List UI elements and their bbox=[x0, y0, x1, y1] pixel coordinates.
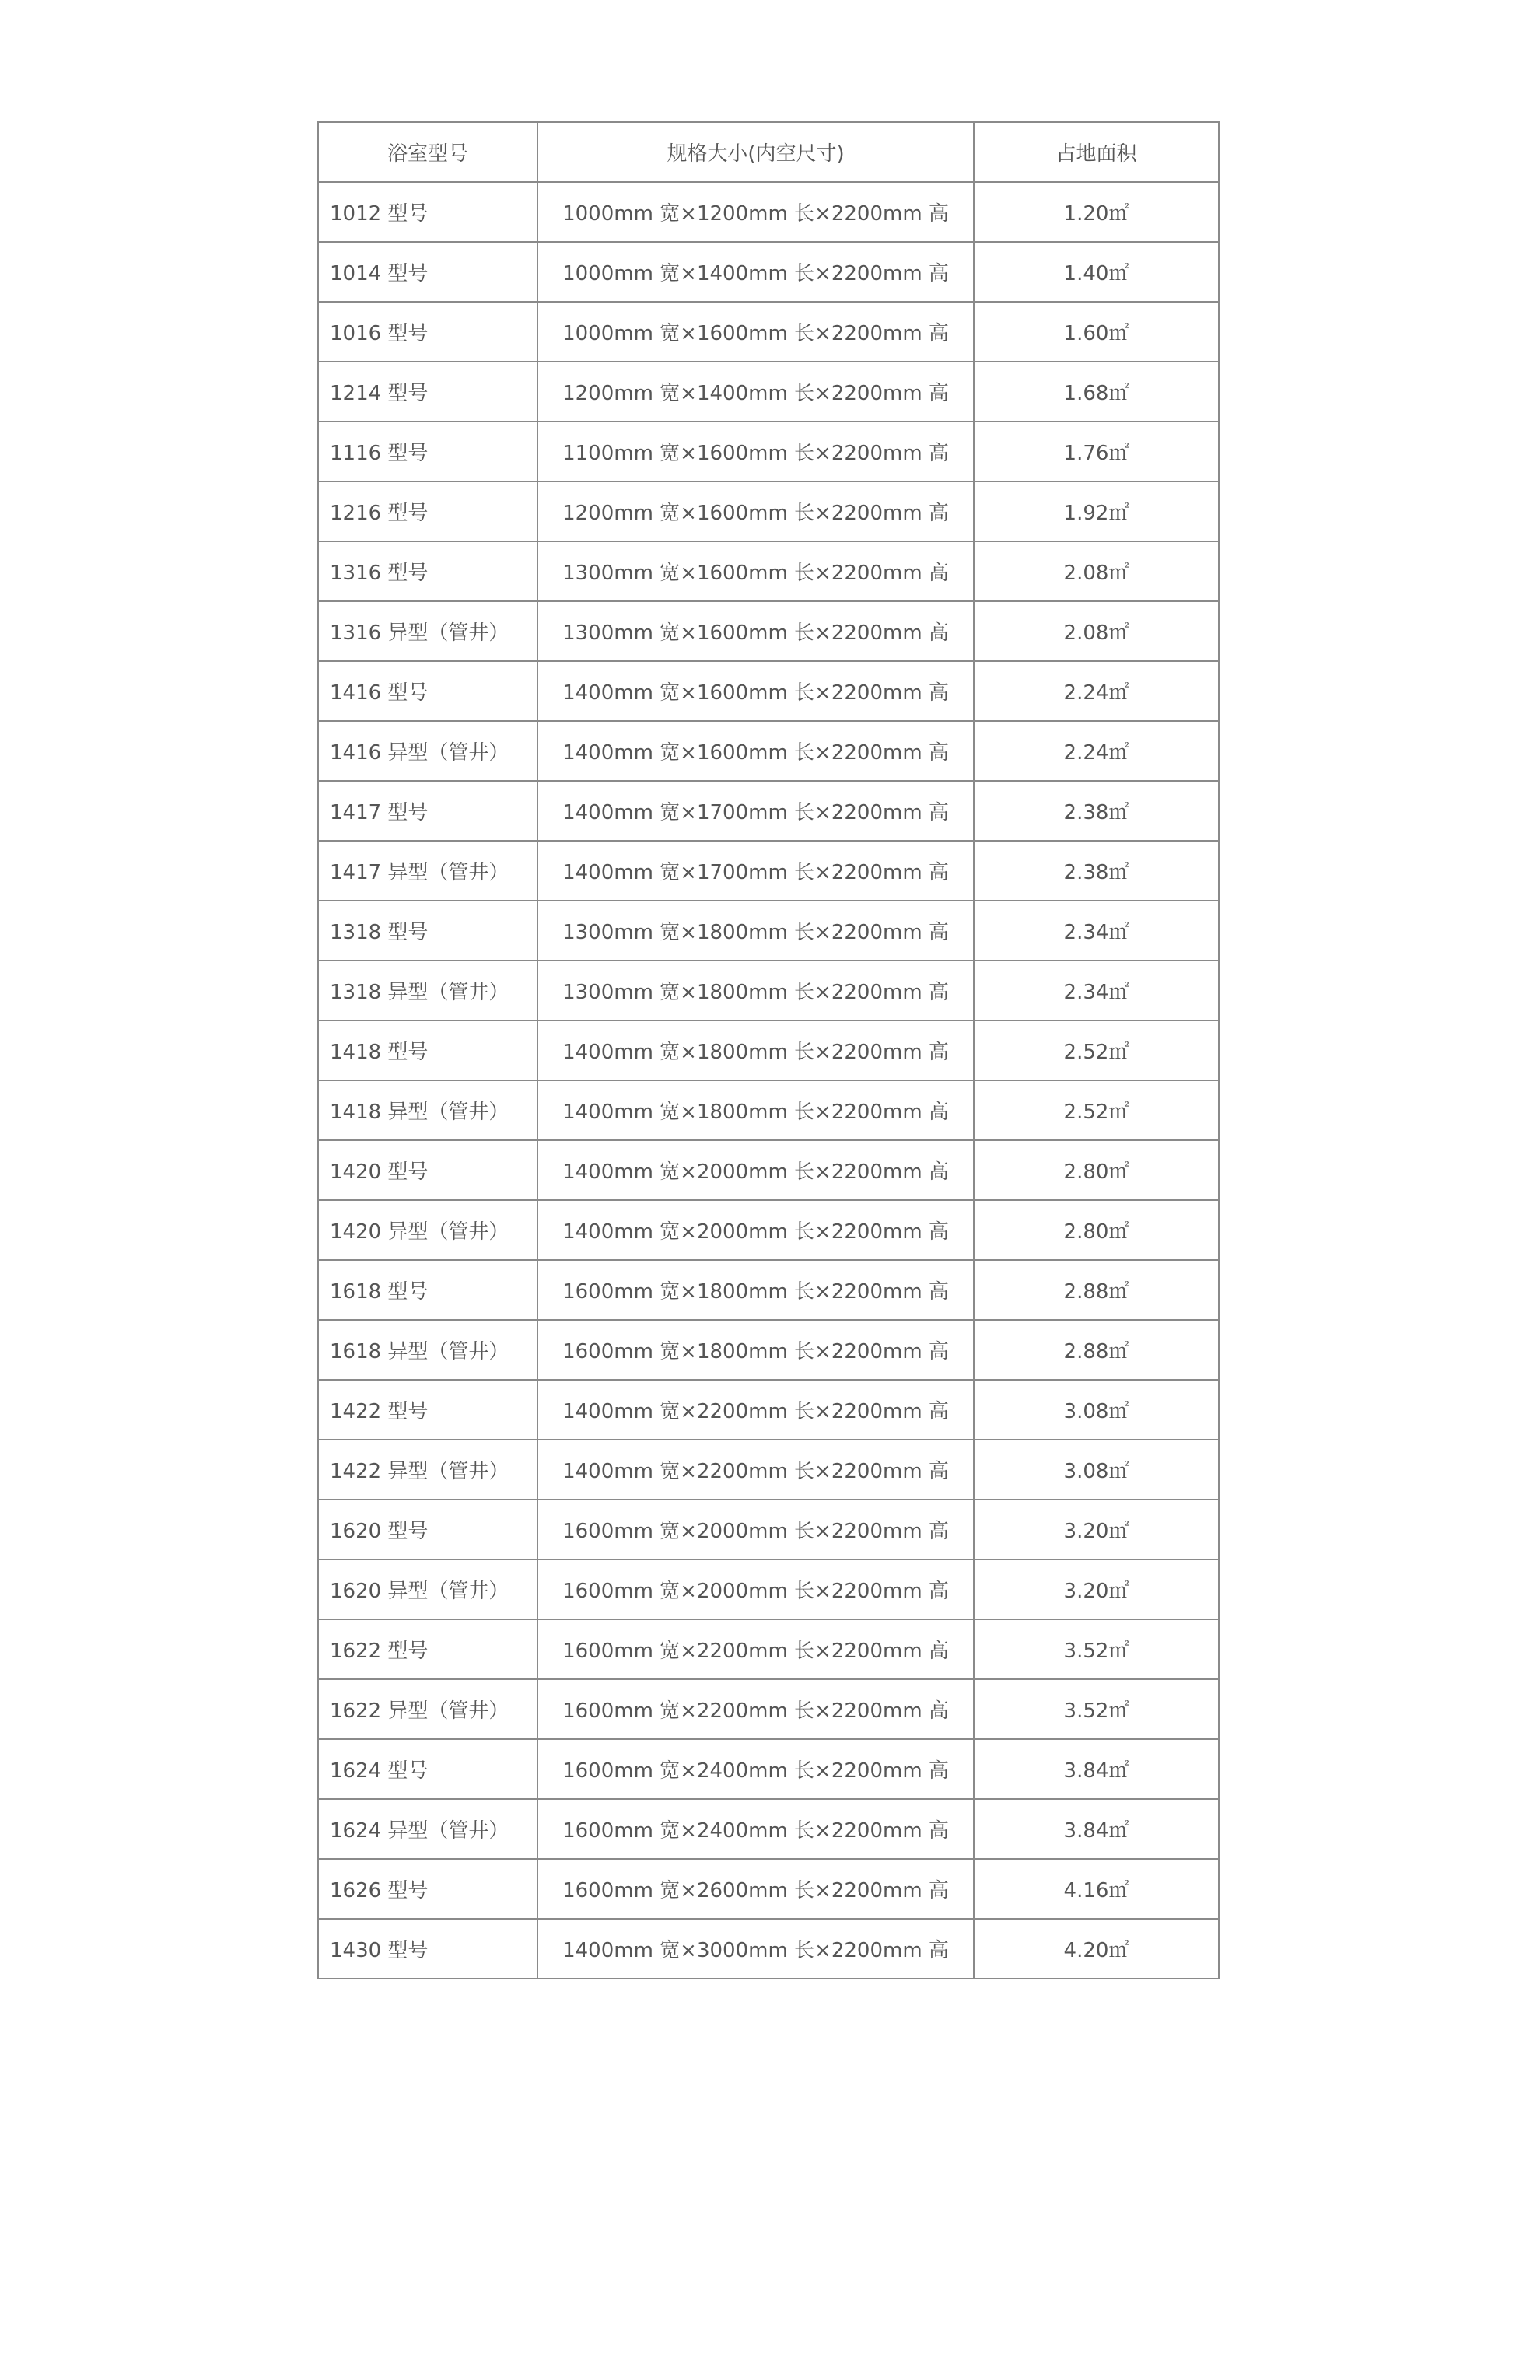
cell-area: 1.60㎡ bbox=[974, 302, 1219, 362]
table-row bbox=[318, 1080, 1219, 1140]
cell-model: 1418 型号 bbox=[318, 1020, 537, 1080]
table-row bbox=[318, 481, 1219, 541]
table-row bbox=[318, 1500, 1219, 1559]
table-row bbox=[318, 661, 1219, 721]
cell-model: 1430 型号 bbox=[318, 1919, 537, 1979]
header-area: 占地面积 bbox=[974, 122, 1219, 182]
table-row bbox=[318, 1200, 1219, 1260]
cell-area: 1.76㎡ bbox=[974, 422, 1219, 481]
cell-area: 2.34㎡ bbox=[974, 961, 1219, 1020]
cell-model: 1318 型号 bbox=[318, 901, 537, 961]
cell-area: 1.68㎡ bbox=[974, 362, 1219, 422]
cell-model: 1422 型号 bbox=[318, 1380, 537, 1440]
cell-model: 1618 型号 bbox=[318, 1260, 537, 1320]
cell-model: 1416 型号 bbox=[318, 661, 537, 721]
cell-area: 1.92㎡ bbox=[974, 481, 1219, 541]
cell-spec: 1600mm 宽×2000mm 长×2200mm 高 bbox=[537, 1559, 974, 1619]
cell-area: 2.34㎡ bbox=[974, 901, 1219, 961]
cell-spec: 1600mm 宽×2200mm 长×2200mm 高 bbox=[537, 1619, 974, 1679]
cell-spec: 1400mm 宽×1600mm 长×2200mm 高 bbox=[537, 661, 974, 721]
cell-spec: 1400mm 宽×1800mm 长×2200mm 高 bbox=[537, 1080, 974, 1140]
table-row bbox=[318, 1440, 1219, 1500]
table-row bbox=[318, 1320, 1219, 1380]
cell-area: 3.84㎡ bbox=[974, 1739, 1219, 1799]
table-row bbox=[318, 1919, 1219, 1979]
cell-spec: 1400mm 宽×1600mm 长×2200mm 高 bbox=[537, 721, 974, 781]
cell-area: 2.38㎡ bbox=[974, 781, 1219, 841]
cell-area: 2.52㎡ bbox=[974, 1080, 1219, 1140]
cell-model: 1618 异型（管井） bbox=[318, 1320, 537, 1380]
cell-area: 3.52㎡ bbox=[974, 1679, 1219, 1739]
cell-model: 1418 异型（管井） bbox=[318, 1080, 537, 1140]
table-row bbox=[318, 901, 1219, 961]
cell-model: 1417 型号 bbox=[318, 781, 537, 841]
table-row bbox=[318, 721, 1219, 781]
cell-area: 2.38㎡ bbox=[974, 841, 1219, 901]
table-row bbox=[318, 1619, 1219, 1679]
cell-spec: 1400mm 宽×3000mm 长×2200mm 高 bbox=[537, 1919, 974, 1979]
cell-area: 2.08㎡ bbox=[974, 601, 1219, 661]
cell-model: 1626 型号 bbox=[318, 1859, 537, 1919]
cell-spec: 1200mm 宽×1400mm 长×2200mm 高 bbox=[537, 362, 974, 422]
cell-spec: 1300mm 宽×1600mm 长×2200mm 高 bbox=[537, 601, 974, 661]
table-row bbox=[318, 182, 1219, 242]
table-row bbox=[318, 1559, 1219, 1619]
cell-model: 1016 型号 bbox=[318, 302, 537, 362]
cell-spec: 1400mm 宽×2000mm 长×2200mm 高 bbox=[537, 1140, 974, 1200]
table-row bbox=[318, 362, 1219, 422]
cell-area: 3.20㎡ bbox=[974, 1559, 1219, 1619]
cell-spec: 1600mm 宽×2000mm 长×2200mm 高 bbox=[537, 1500, 974, 1559]
cell-area: 2.88㎡ bbox=[974, 1260, 1219, 1320]
table-row bbox=[318, 601, 1219, 661]
table-row bbox=[318, 242, 1219, 302]
cell-area: 3.52㎡ bbox=[974, 1619, 1219, 1679]
table-row bbox=[318, 781, 1219, 841]
cell-spec: 1400mm 宽×1700mm 长×2200mm 高 bbox=[537, 781, 974, 841]
bathroom-spec-table bbox=[317, 121, 1220, 1979]
cell-model: 1216 型号 bbox=[318, 481, 537, 541]
table-row bbox=[318, 1799, 1219, 1859]
cell-model: 1214 型号 bbox=[318, 362, 537, 422]
table-row bbox=[318, 422, 1219, 481]
cell-area: 1.40㎡ bbox=[974, 242, 1219, 302]
cell-area: 2.24㎡ bbox=[974, 661, 1219, 721]
cell-model: 1316 异型（管井） bbox=[318, 601, 537, 661]
cell-model: 1416 异型（管井） bbox=[318, 721, 537, 781]
table-row bbox=[318, 841, 1219, 901]
cell-model: 1318 异型（管井） bbox=[318, 961, 537, 1020]
cell-spec: 1400mm 宽×2200mm 长×2200mm 高 bbox=[537, 1380, 974, 1440]
cell-spec: 1400mm 宽×1800mm 长×2200mm 高 bbox=[537, 1020, 974, 1080]
cell-area: 4.20㎡ bbox=[974, 1919, 1219, 1979]
cell-model: 1624 型号 bbox=[318, 1739, 537, 1799]
cell-spec: 1300mm 宽×1800mm 长×2200mm 高 bbox=[537, 961, 974, 1020]
cell-area: 3.08㎡ bbox=[974, 1440, 1219, 1500]
cell-spec: 1300mm 宽×1800mm 长×2200mm 高 bbox=[537, 901, 974, 961]
cell-model: 1620 异型（管井） bbox=[318, 1559, 537, 1619]
cell-spec: 1000mm 宽×1200mm 长×2200mm 高 bbox=[537, 182, 974, 242]
table-row bbox=[318, 1260, 1219, 1320]
cell-area: 2.08㎡ bbox=[974, 541, 1219, 601]
cell-spec: 1600mm 宽×2400mm 长×2200mm 高 bbox=[537, 1739, 974, 1799]
cell-model: 1116 型号 bbox=[318, 422, 537, 481]
cell-model: 1014 型号 bbox=[318, 242, 537, 302]
cell-model: 1624 异型（管井） bbox=[318, 1799, 537, 1859]
table-row bbox=[318, 1679, 1219, 1739]
cell-area: 1.20㎡ bbox=[974, 182, 1219, 242]
cell-spec: 1000mm 宽×1600mm 长×2200mm 高 bbox=[537, 302, 974, 362]
cell-spec: 1600mm 宽×2200mm 长×2200mm 高 bbox=[537, 1679, 974, 1739]
cell-spec: 1600mm 宽×2600mm 长×2200mm 高 bbox=[537, 1859, 974, 1919]
cell-spec: 1400mm 宽×2200mm 长×2200mm 高 bbox=[537, 1440, 974, 1500]
table-row bbox=[318, 541, 1219, 601]
cell-spec: 1200mm 宽×1600mm 长×2200mm 高 bbox=[537, 481, 974, 541]
cell-area: 2.80㎡ bbox=[974, 1200, 1219, 1260]
cell-spec: 1400mm 宽×1700mm 长×2200mm 高 bbox=[537, 841, 974, 901]
table-row bbox=[318, 1859, 1219, 1919]
cell-spec: 1100mm 宽×1600mm 长×2200mm 高 bbox=[537, 422, 974, 481]
cell-model: 1422 异型（管井） bbox=[318, 1440, 537, 1500]
cell-spec: 1600mm 宽×2400mm 长×2200mm 高 bbox=[537, 1799, 974, 1859]
cell-area: 3.84㎡ bbox=[974, 1799, 1219, 1859]
cell-model: 1420 型号 bbox=[318, 1140, 537, 1200]
table-row bbox=[318, 1739, 1219, 1799]
cell-area: 2.52㎡ bbox=[974, 1020, 1219, 1080]
table-row bbox=[318, 302, 1219, 362]
cell-area: 3.08㎡ bbox=[974, 1380, 1219, 1440]
table-body bbox=[318, 182, 1219, 1979]
cell-model: 1420 异型（管井） bbox=[318, 1200, 537, 1260]
cell-model: 1622 型号 bbox=[318, 1619, 537, 1679]
cell-area: 2.80㎡ bbox=[974, 1140, 1219, 1200]
header-spec: 规格大小(内空尺寸) bbox=[537, 122, 974, 182]
table-header bbox=[318, 122, 1219, 182]
cell-spec: 1600mm 宽×1800mm 长×2200mm 高 bbox=[537, 1320, 974, 1380]
cell-model: 1012 型号 bbox=[318, 182, 537, 242]
table-row bbox=[318, 1140, 1219, 1200]
cell-spec: 1600mm 宽×1800mm 长×2200mm 高 bbox=[537, 1260, 974, 1320]
cell-area: 4.16㎡ bbox=[974, 1859, 1219, 1919]
header-model: 浴室型号 bbox=[318, 122, 537, 182]
cell-spec: 1000mm 宽×1400mm 长×2200mm 高 bbox=[537, 242, 974, 302]
cell-model: 1316 型号 bbox=[318, 541, 537, 601]
table-row bbox=[318, 1020, 1219, 1080]
table-row bbox=[318, 961, 1219, 1020]
cell-model: 1620 型号 bbox=[318, 1500, 537, 1559]
cell-area: 2.24㎡ bbox=[974, 721, 1219, 781]
cell-area: 3.20㎡ bbox=[974, 1500, 1219, 1559]
header-row bbox=[318, 122, 1219, 182]
cell-spec: 1300mm 宽×1600mm 长×2200mm 高 bbox=[537, 541, 974, 601]
table-row bbox=[318, 1380, 1219, 1440]
cell-spec: 1400mm 宽×2000mm 长×2200mm 高 bbox=[537, 1200, 974, 1260]
cell-model: 1417 异型（管井） bbox=[318, 841, 537, 901]
cell-area: 2.88㎡ bbox=[974, 1320, 1219, 1380]
cell-model: 1622 异型（管井） bbox=[318, 1679, 537, 1739]
